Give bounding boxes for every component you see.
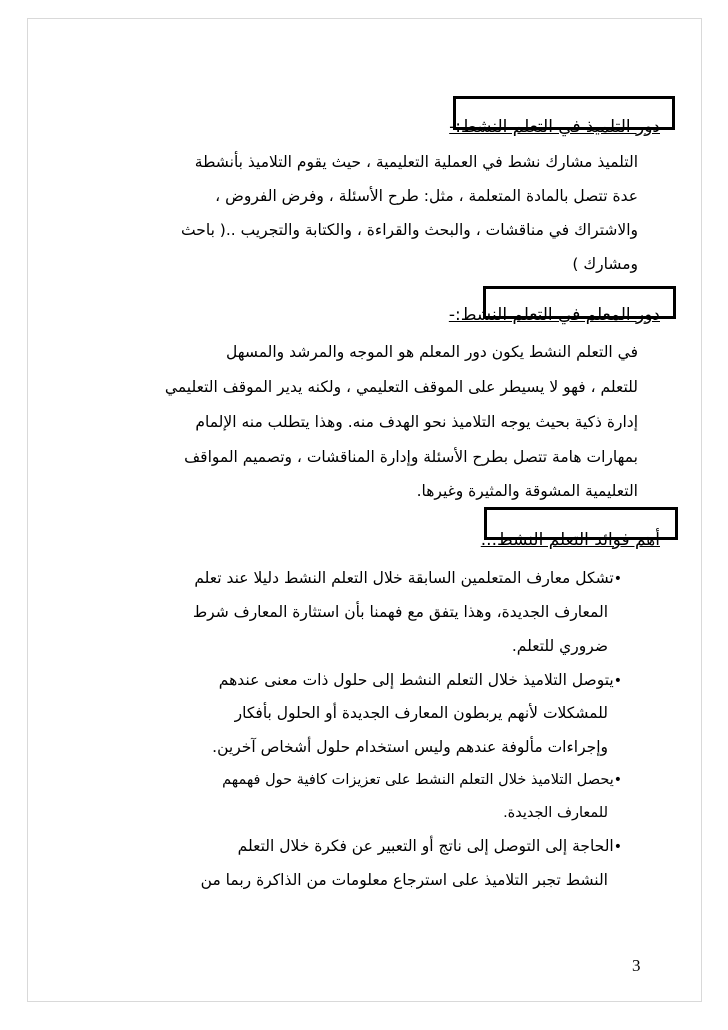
bullet-icon: • xyxy=(613,839,622,855)
bullet-line: للمعارف الجديدة. xyxy=(503,805,608,821)
bullet-line: •يحصل التلاميذ خلال التعلم النشط على تعزيزات كافية حول فهمهم xyxy=(222,772,622,788)
bullet-line: للمشكلات لأنهم يربطون المعارف الجديدة أو الحلول بأفكار xyxy=(234,704,608,722)
section-heading-benefits: أهم فوائد التعلم النشط... xyxy=(480,530,660,550)
paragraph-line: ومشارك ) xyxy=(572,255,638,273)
section-heading-student-role: دور التلميذ في التعلم النشط:- xyxy=(449,117,660,137)
paragraph-line: والاشتراك في مناقشات ، والبحث والقراءة ، والكتابة والتجريب ..( باحث xyxy=(181,221,638,239)
paragraph-line: التلميذ مشارك نشط في العملية التعليمية ، حيث يقوم التلاميذ بأنشطة xyxy=(194,153,638,171)
paragraph-line: بمهارات هامة تتصل بطرح الأسئلة وإدارة المناقشات ، وتصميم المواقف xyxy=(184,448,638,466)
bullet-line: •يتوصل التلاميذ خلال التعلم النشط إلى حلول ذات معنى عندهم xyxy=(218,671,622,689)
paragraph-line: في التعلم النشط يكون دور المعلم هو الموجه والمرشد والمسهل xyxy=(225,343,638,361)
section-heading-teacher-role: دور المعلم في التعلم النشط:- xyxy=(448,305,660,325)
paragraph-line: للتعلم ، فهو لا يسيطر على الموقف التعليمي ، ولكنه يدير الموقف التعليمي xyxy=(164,378,638,396)
paragraph-line: عدة تتصل بالمادة المتعلمة ، مثل: طرح الأسئلة ، وفرض الفروض ، xyxy=(215,187,638,205)
bullet-line: وإجراءات مألوفة عندهم وليس استخدام حلول أشخاص آخرين. xyxy=(212,738,608,756)
paragraph-line: التعليمية المشوقة والمثيرة وغيرها. xyxy=(416,482,638,500)
bullet-line: •تشكل معارف المتعلمين السابقة خلال التعلم النشط دليلا عند تعلم xyxy=(194,569,622,587)
paragraph-line: إدارة ذكية بحيث يوجه التلاميذ نحو الهدف منه. وهذا يتطلب منه الإلمام xyxy=(195,413,638,431)
bullet-line: ضروري للتعلم. xyxy=(511,637,608,655)
bullet-icon: • xyxy=(613,772,622,788)
bullet-icon: • xyxy=(613,571,622,587)
bullet-line: النشط تجبر التلاميذ على استرجاع معلومات من الذاكرة ربما من xyxy=(200,871,608,889)
bullet-icon: • xyxy=(613,673,622,689)
page-number: 3 xyxy=(632,956,641,975)
bullet-line: •الحاجة إلى التوصل إلى ناتج أو التعبير عن فكرة خلال التعلم xyxy=(237,837,622,855)
bullet-line: المعارف الجديدة، وهذا يتفق مع فهمنا بأن استثارة المعارف شرط xyxy=(192,603,608,621)
